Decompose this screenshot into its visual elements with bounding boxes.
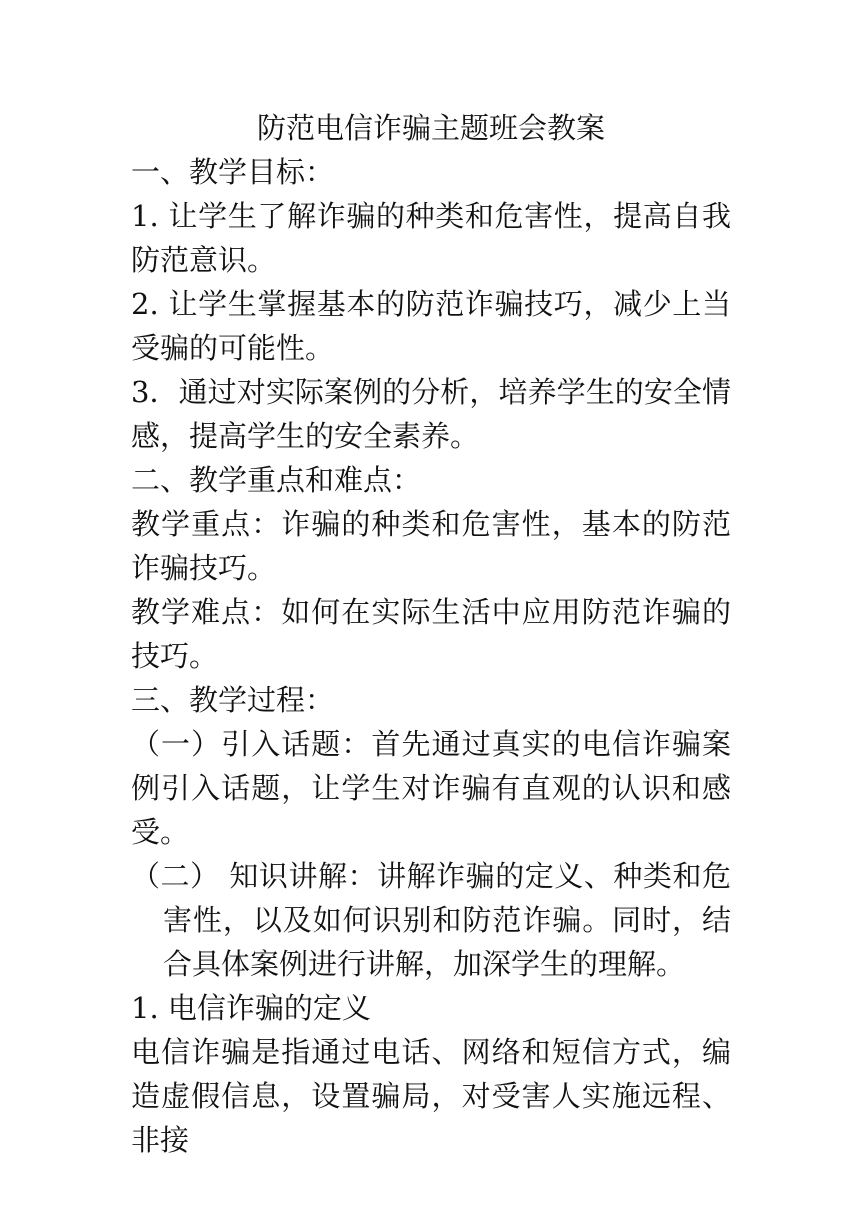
goal-item: 2. 让学生掌握基本的防范诈骗技巧，减少上当受骗的可能性。 [131,287,731,365]
key-point-text: 教学重点：诈骗的种类和危害性，基本的防范诈骗技巧。 [131,507,731,585]
subheading-definition: 1. 电信诈骗的定义 [131,991,371,1025]
document-title: 防范电信诈骗主题班会教案 [256,111,605,145]
goal-item: 3．通过对实际案例的分析，培养学生的安全情感，提高学生的安全素养。 [131,375,731,453]
process-step: （二） 知识讲解：讲解诈骗的定义、种类和危害性，以及如何识别和防范诈骗。同时，结合具体案例进行讲解，加深学生的理解。 [131,859,731,981]
goal-item: 1. 让学生了解诈骗的种类和危害性，提高自我防范意识。 [131,199,731,277]
definition-text: 电信诈骗是指通过电话、网络和短信方式，编造虚假信息，设置骗局，对受害人实施远程、非接 [131,1035,731,1157]
section-heading-process: 三、教学过程： [131,683,335,717]
section-heading-key-points: 二、教学重点和难点： [131,463,422,497]
document-page [131,106,731,1162]
process-step: （一）引入话题：首先通过真实的电信诈骗案例引入话题，让学生对诈骗有直观的认识和感受。 [131,727,731,849]
section-heading-goals: 一、教学目标： [131,155,335,189]
difficulty-text: 教学难点：如何在实际生活中应用防范诈骗的技巧。 [131,595,731,673]
